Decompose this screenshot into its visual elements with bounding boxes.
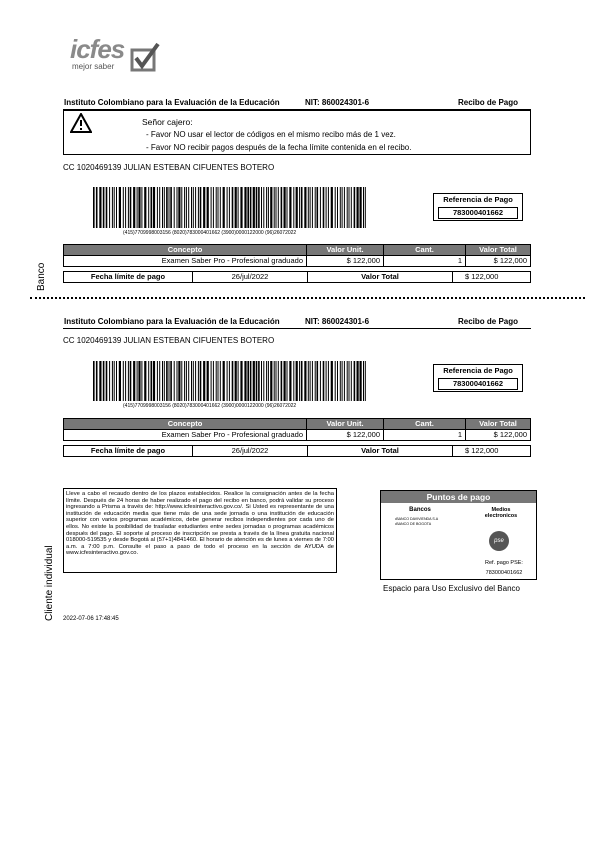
bank-1: •BANCO DAVIVIENDA S.A [395, 517, 439, 521]
notice-line1: - Favor NO usar el lector de códigos en el mismo recibo más de 1 vez. [146, 130, 396, 139]
payment-reference [433, 193, 523, 221]
payer-info-2: CC 1020469139 JULIAN ESTEBAN CIFUENTES BOTERO [63, 336, 275, 345]
total-label: Valor Total [308, 272, 453, 283]
banks-label: Bancos [409, 507, 431, 513]
nit-2: NIT: 860024301-6 [305, 317, 370, 326]
concept-table [63, 244, 531, 267]
logo-brand: icfes [70, 34, 125, 64]
cell-concepto-2: Examen Saber Pro - Profesional graduado [64, 430, 307, 441]
deadline-value-2: 26/jul/2022 [193, 446, 308, 457]
cell-valor-total-2: $ 122,000 [466, 430, 531, 441]
concept-table-2 [63, 418, 531, 441]
timestamp: 2022-07-06 17:48:45 [63, 616, 119, 622]
col-valor-total: Valor Total [466, 245, 531, 256]
icfes-logo [70, 34, 165, 74]
total-value: $ 122,000 [453, 272, 531, 283]
electronic-label: Medios electronicos [484, 507, 518, 519]
checkmark-icon [130, 42, 160, 72]
nit: NIT: 860024301-6 [305, 98, 370, 107]
payer-info: CC 1020469139 JULIAN ESTEBAN CIFUENTES BOTERO [63, 163, 275, 172]
reference-label: Referencia de Pago [443, 195, 513, 204]
cell-cant: 1 [384, 256, 466, 267]
payment-points-title: Puntos de pago [381, 491, 536, 503]
reference-label-2: Referencia de Pago [443, 366, 513, 375]
notice-line2: - Favor NO recibir pagos después de la fecha límite contenida en el recibo. [146, 143, 412, 152]
col-valor-total-2: Valor Total [466, 419, 531, 430]
client-side-label: Cliente individual [44, 545, 55, 621]
col-concepto: Concepto [64, 245, 307, 256]
payment-points [380, 490, 537, 580]
reference-value: 783000401662 [438, 207, 518, 219]
bank-side-label: Banco [36, 262, 47, 291]
pse-ref-value: 783000401662 [485, 570, 523, 576]
barcode [93, 187, 368, 228]
pse-logo-icon: pse [489, 531, 509, 551]
bank-2: •BANCO DE BOGOTA [395, 522, 432, 526]
barcode-2 [93, 361, 368, 401]
cashier-notice [63, 110, 531, 155]
cut-line [30, 297, 585, 299]
warning-icon [70, 113, 92, 133]
deadline-label-2: Fecha límite de pago [64, 446, 193, 457]
notice-title: Señor cajero: [142, 117, 193, 127]
reference-value-2: 783000401662 [438, 378, 518, 390]
barcode-text-2: (415)7709998003156 (8020)783000401662 (3900)0000122000 (96)26072022 [123, 403, 297, 409]
col-valor-unit: Valor Unit. [307, 245, 384, 256]
col-valor-unit-2: Valor Unit. [307, 419, 384, 430]
deadline-table-2 [63, 445, 531, 457]
cell-valor-total: $ 122,000 [466, 256, 531, 267]
info-notes: Lleve a cabo el recaudo dentro de los plazos establecidos. Realice la consignación antes de la fecha límite. Después de 24 horas de haber realizado el pago del recibo en banco, podrá validar su proceso ingresando a Prisma a través de: http://www.icfesinteractivo.gov.co/. Si Usted es representante de una institución de educación media que tiene más de una sede jornada o una institución de educación superior con varios programas académicos, debe generar recibos independientes por cada uno de ellos. No existe la posibilidad de trasladar estudiantes entre sedes jornadas o programas académicos después del pago. El soporte al proceso de inscripción se presta a través de la línea gratuita nacional 018000-519535 y desde Bogotá al (57+1)4841460. El horario de atención es de lunes a viernes de 7:00 a.m. a 7:00 p.m. Consulte el paso a paso de todo el proceso en la sección de AYUDA de www.icfesinteractivo.gov.co. [63, 488, 337, 573]
deadline-label: Fecha límite de pago [64, 272, 193, 283]
deadline-value: 26/jul/2022 [193, 272, 308, 283]
cell-concepto: Examen Saber Pro - Profesional graduado [64, 256, 307, 267]
col-cant: Cant. [384, 245, 466, 256]
receipt-title-2: Recibo de Pago [458, 317, 519, 326]
payment-reference-2 [433, 364, 523, 392]
col-concepto-2: Concepto [64, 419, 307, 430]
barcode-text: (415)7709998003156 (8020)783000401662 (3900)0000122000 (96)26072022 [123, 230, 297, 236]
col-cant-2: Cant. [384, 419, 466, 430]
total-value-2: $ 122,000 [453, 446, 531, 457]
deadline-table [63, 271, 531, 283]
header-rule-2 [63, 328, 531, 329]
bank-use-footer: Espacio para Uso Exclusivo del Banco [383, 584, 520, 593]
receipt-title: Recibo de Pago [458, 98, 519, 107]
cell-valor-unit-2: $ 122,000 [307, 430, 384, 441]
cell-valor-unit: $ 122,000 [307, 256, 384, 267]
logo-tagline: mejor saber [72, 62, 115, 71]
institution-name-2: Instituto Colombiano para la Evaluación de la Educación [64, 317, 280, 326]
cell-cant-2: 1 [384, 430, 466, 441]
total-label-2: Valor Total [308, 446, 453, 457]
institution-name: Instituto Colombiano para la Evaluación de la Educación [64, 98, 280, 107]
pse-ref-label: Ref. pago PSE: [485, 560, 523, 566]
